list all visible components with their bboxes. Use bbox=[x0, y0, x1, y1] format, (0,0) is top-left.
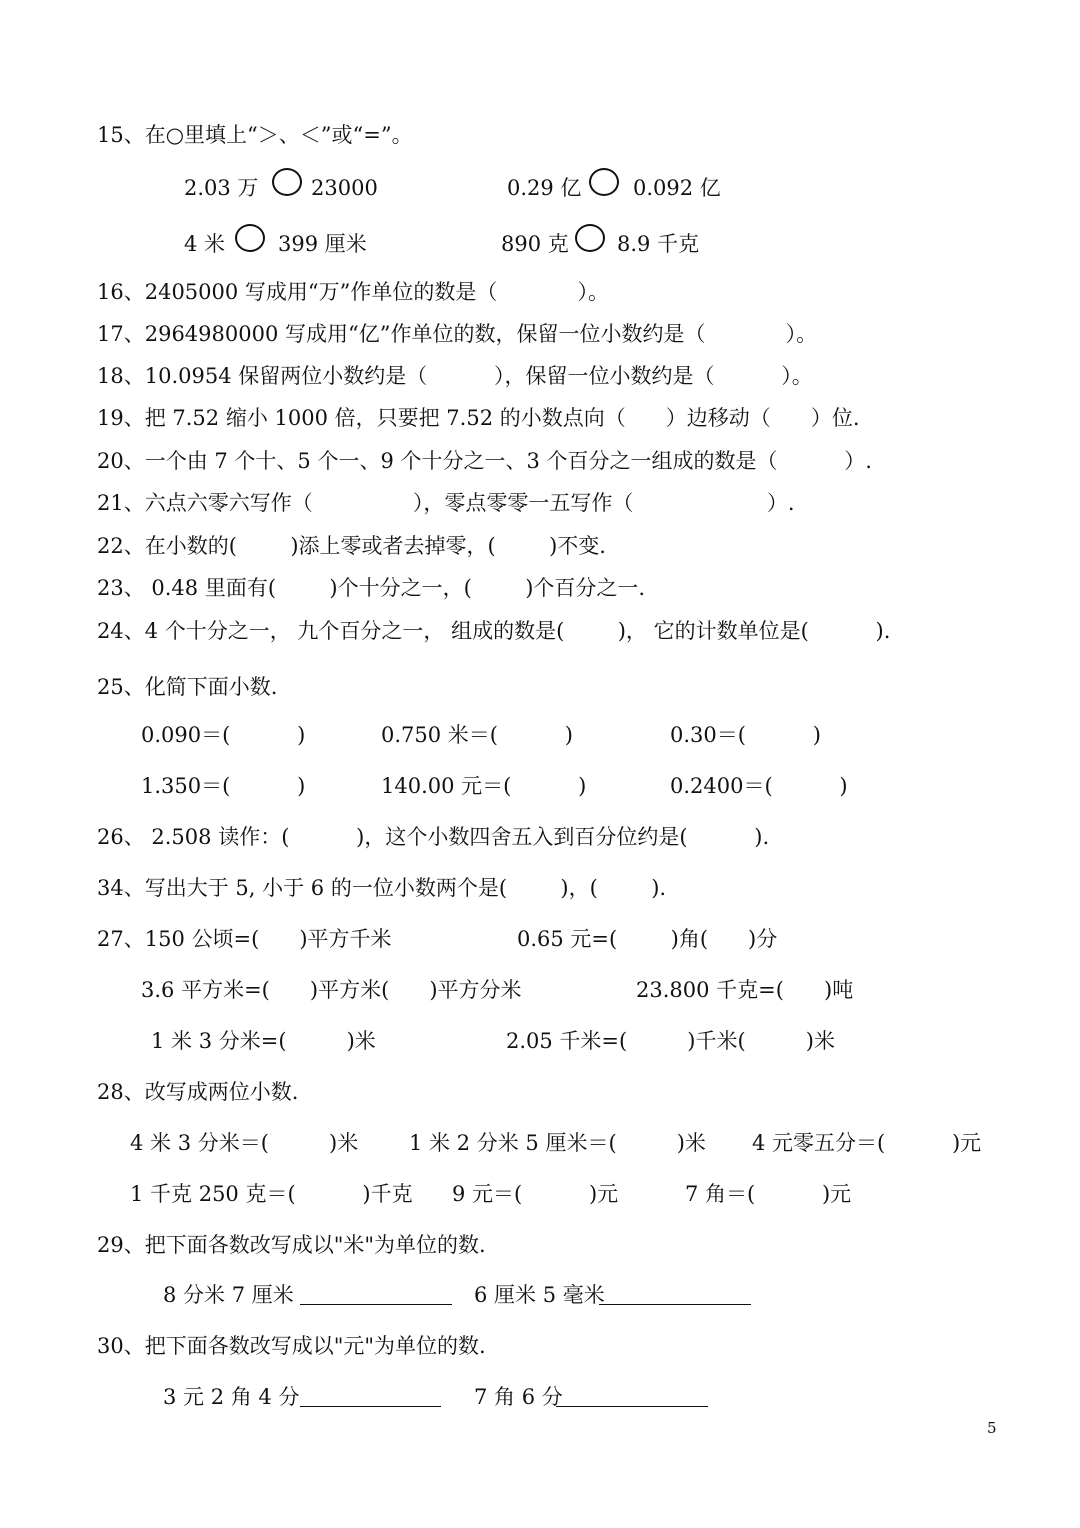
q20-text: 20、一个由 7 个十、5 个一、9 个十分之一、3 个百分之一组成的数是（ ）. bbox=[97, 449, 872, 473]
q30-title: 30、把下面各数改写成以"元"为单位的数. bbox=[97, 1334, 486, 1358]
q15-r2b-left: 890 克 bbox=[501, 232, 569, 256]
q17-text: 17、2964980000 写成用“亿”作单位的数，保留一位小数约是（ ）。 bbox=[97, 322, 818, 346]
q30-b: 7 角 6 分 bbox=[474, 1385, 563, 1409]
q27-c: 3.6 平方米=( )平方米( )平方分米 bbox=[141, 978, 522, 1002]
q15-r2a-right: 399 厘米 bbox=[278, 232, 367, 256]
q27-a: 27、150 公顷=( )平方千米 bbox=[97, 927, 392, 951]
q25-d: 1.350＝( ) bbox=[141, 774, 306, 798]
page-number: 5 bbox=[987, 1419, 997, 1437]
compare-circle-4[interactable] bbox=[575, 224, 605, 252]
q15-r2a-left: 4 米 bbox=[184, 232, 226, 256]
q21-text: 21、六点六零六写作（ ），零点零零一五写作（ ）. bbox=[97, 491, 795, 515]
q25-c: 0.30＝( ) bbox=[670, 723, 821, 747]
q15-r2b-right: 8.9 千克 bbox=[617, 232, 700, 256]
q25-b: 0.750 米＝( ) bbox=[381, 723, 573, 747]
q28-b: 1 米 2 分米 5 厘米＝( )米 bbox=[409, 1131, 706, 1155]
q15-r1a-right: 23000 bbox=[311, 176, 378, 200]
q24-text: 24、4 个十分之一， 九个百分之一， 组成的数是( )， 它的计数单位是( ). bbox=[97, 619, 891, 643]
q28-f: 7 角＝( )元 bbox=[685, 1182, 852, 1206]
q22-text: 22、在小数的( )添上零或者去掉零，( )不变. bbox=[97, 534, 606, 558]
q18-text: 18、10.0954 保留两位小数约是（ ），保留一位小数约是（ ）。 bbox=[97, 364, 813, 388]
q23-text: 23、 0.48 里面有( )个十分之一，( )个百分之一. bbox=[97, 576, 646, 600]
q28-d: 1 千克 250 克＝( )千克 bbox=[130, 1182, 413, 1206]
q15-r1b-right: 0.092 亿 bbox=[633, 176, 721, 200]
q15-r1a-left: 2.03 万 bbox=[184, 176, 259, 200]
q26-text: 26、 2.508 读作：( )，这个小数四舍五入到百分位约是( ). bbox=[97, 825, 770, 849]
q25-e: 140.00 元＝( ) bbox=[381, 774, 587, 798]
compare-circle-2[interactable] bbox=[589, 168, 619, 196]
q28-title: 28、改写成两位小数. bbox=[97, 1080, 299, 1104]
q25-f: 0.2400＝( ) bbox=[670, 774, 848, 798]
q19-text: 19、把 7.52 缩小 1000 倍，只要把 7.52 的小数点向（ ）边移动（ ）位. bbox=[97, 406, 860, 430]
answer-line-q29-b[interactable] bbox=[599, 1304, 751, 1305]
q28-e: 9 元＝( )元 bbox=[452, 1182, 619, 1206]
q27-f: 2.05 千米=( )千米( )米 bbox=[506, 1029, 835, 1053]
q30-a: 3 元 2 角 4 分 bbox=[163, 1385, 300, 1409]
q28-a: 4 米 3 分米＝( )米 bbox=[130, 1131, 359, 1155]
compare-circle-3[interactable] bbox=[235, 224, 265, 252]
q29-a: 8 分米 7 厘米 bbox=[163, 1283, 294, 1307]
q25-title: 25、化简下面小数. bbox=[97, 675, 278, 699]
q34-text: 34、写出大于 5, 小于 6 的一位小数两个是( )，( ). bbox=[97, 876, 667, 900]
q27-b: 0.65 元=( )角( )分 bbox=[517, 927, 778, 951]
q29-b: 6 厘米 5 毫米 bbox=[474, 1283, 605, 1307]
answer-line-q30-b[interactable] bbox=[556, 1406, 708, 1407]
q16-text: 16、2405000 写成用“万”作单位的数是（ ）。 bbox=[97, 280, 609, 304]
q29-title: 29、把下面各数改写成以"米"为单位的数. bbox=[97, 1233, 486, 1257]
answer-line-q29-a[interactable] bbox=[300, 1304, 452, 1305]
q27-e: 1 米 3 分米=( )米 bbox=[151, 1029, 376, 1053]
q15-title: 15、在○里填上“＞、＜”或“=”。 bbox=[97, 123, 413, 147]
compare-circle-1[interactable] bbox=[272, 168, 302, 196]
q25-a: 0.090＝( ) bbox=[141, 723, 306, 747]
answer-line-q30-a[interactable] bbox=[300, 1406, 441, 1407]
q15-r1b-left: 0.29 亿 bbox=[507, 176, 582, 200]
q27-d: 23.800 千克=( )吨 bbox=[636, 978, 854, 1002]
q28-c: 4 元零五分＝( )元 bbox=[752, 1131, 982, 1155]
